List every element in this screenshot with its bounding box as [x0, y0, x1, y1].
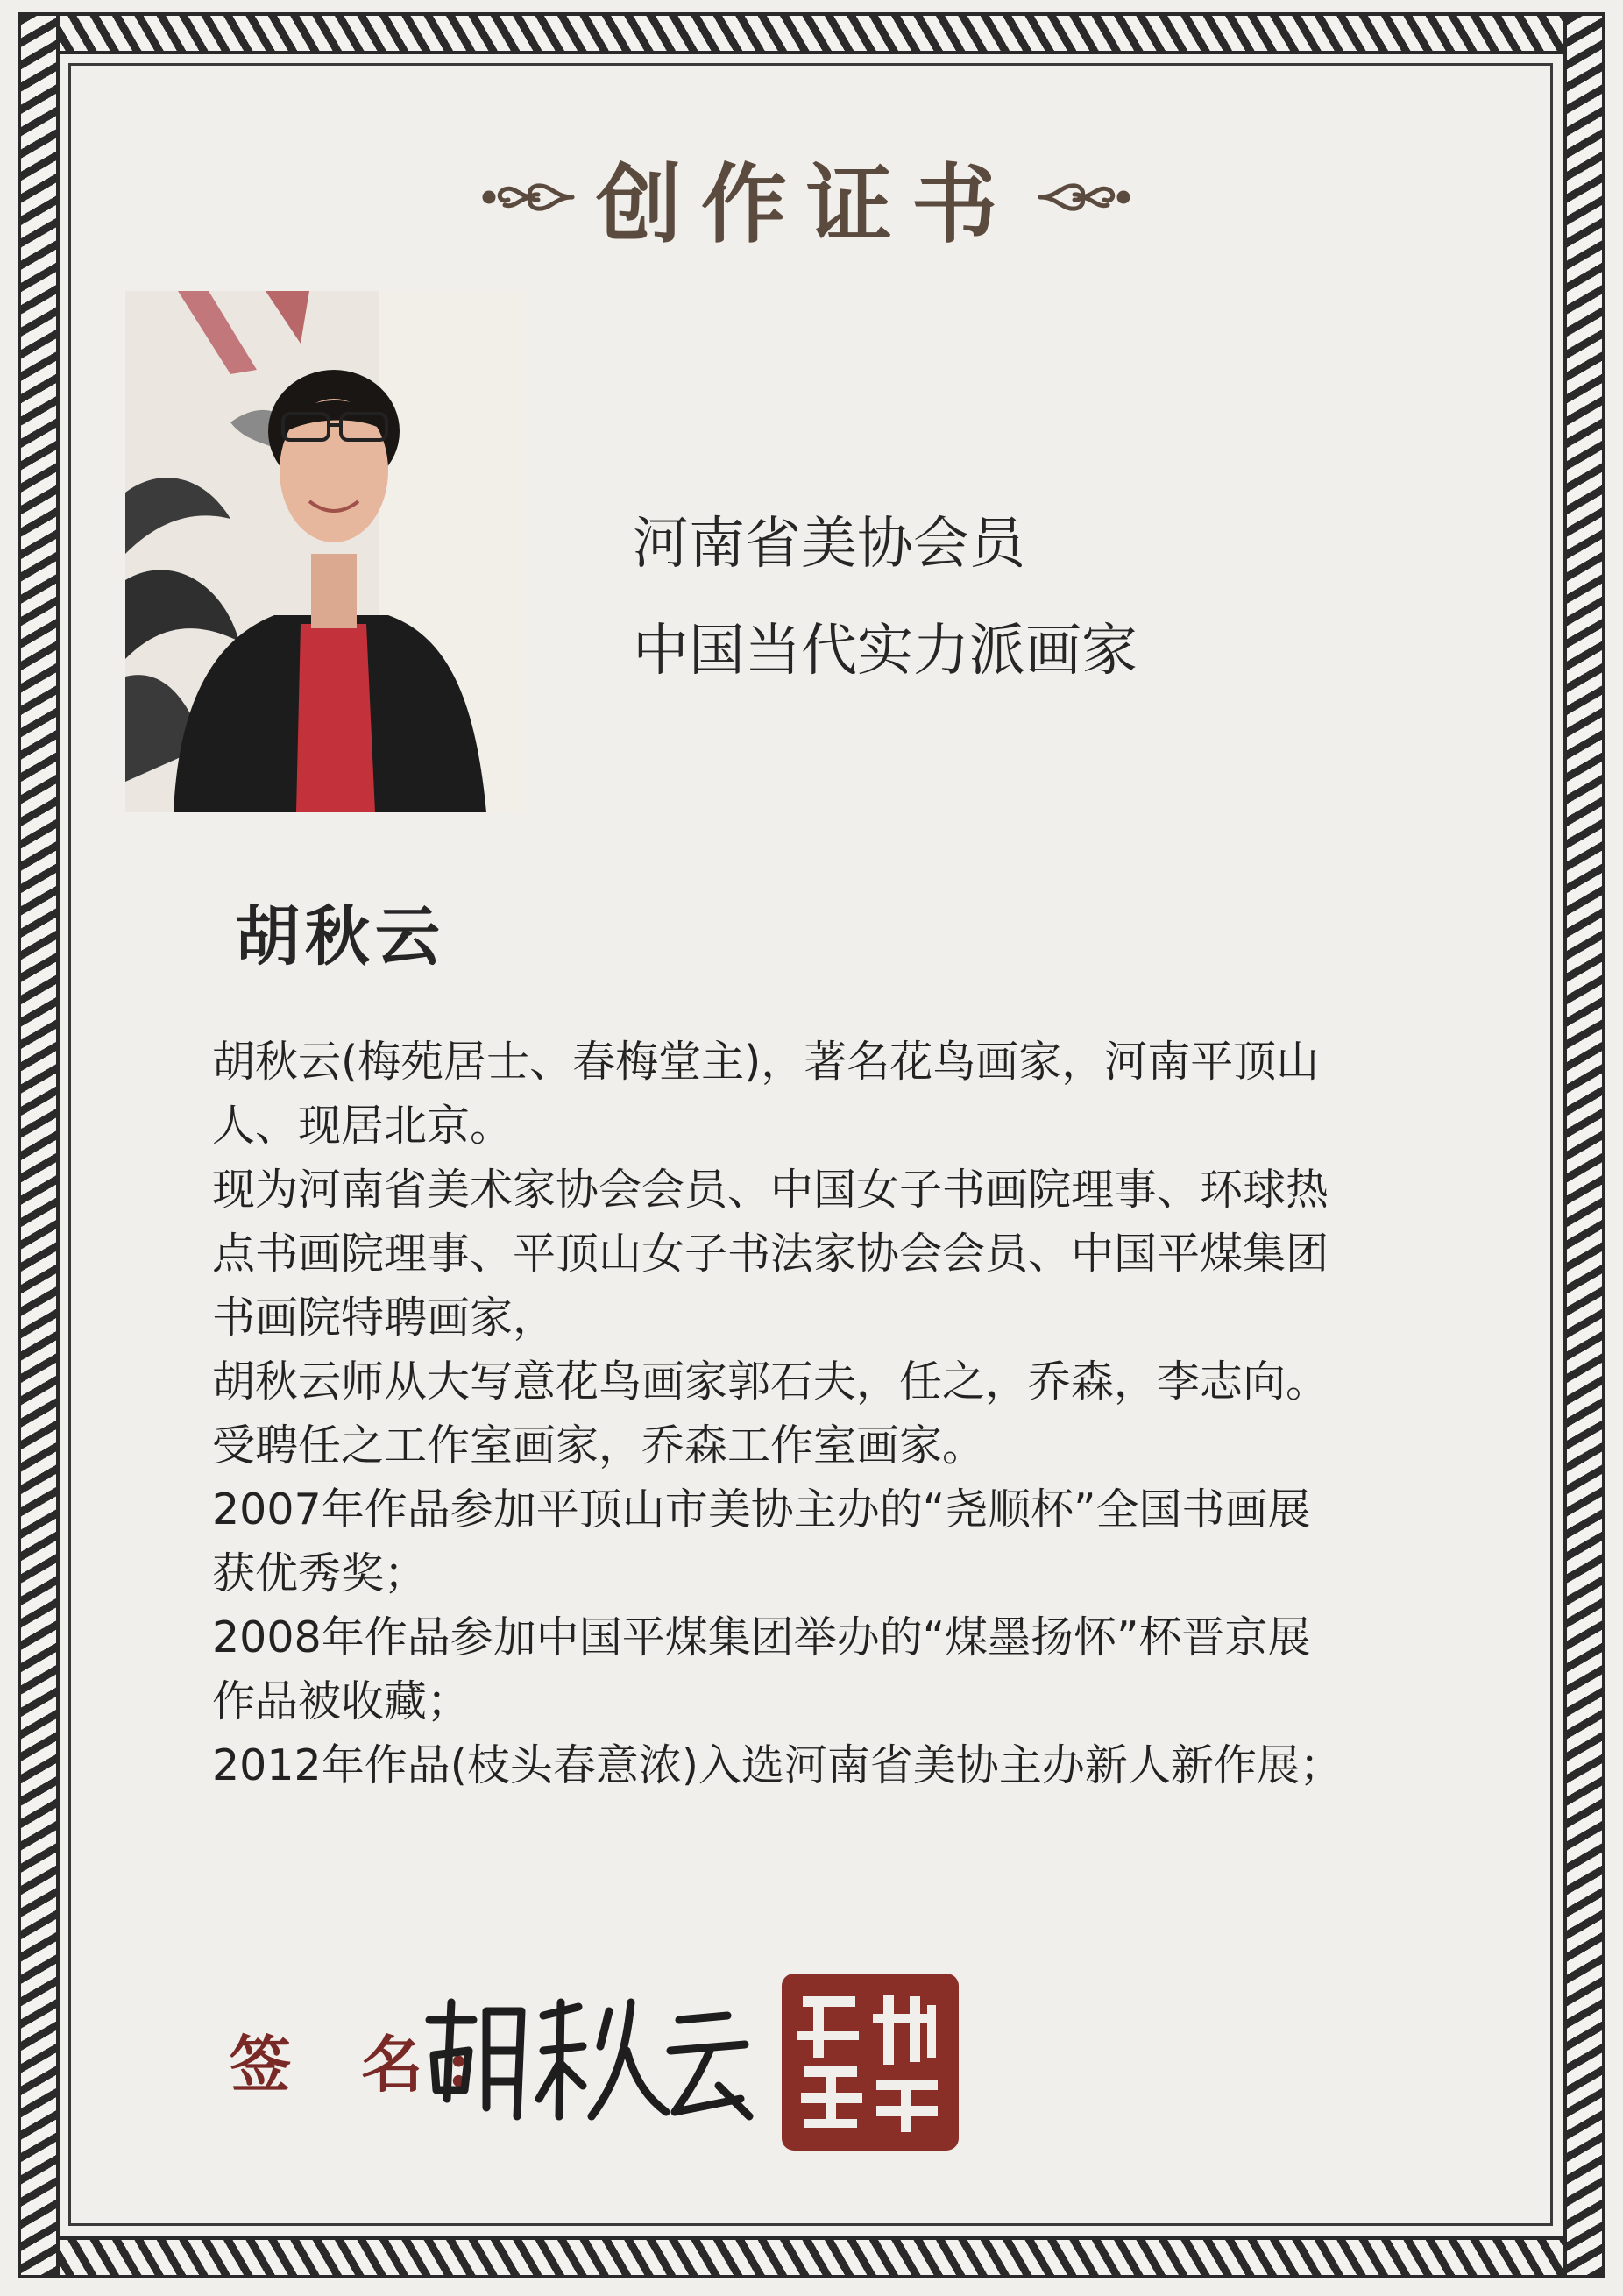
flourish-right-icon: [1036, 175, 1132, 219]
red-seal-stamp: [778, 1970, 962, 2154]
bio-line: 书画院特聘画家，: [212, 1293, 556, 1343]
honor-title-2: 中国当代实力派画家: [633, 619, 1138, 684]
honor-title-1: 河南省美协会员: [633, 512, 1025, 577]
bio-line: 2008年作品参加中国平煤集团举办的“煤墨扬怀”杯晋京展: [212, 1612, 1311, 1662]
title-row: [456, 140, 1157, 254]
artist-name: 胡秋云: [235, 899, 445, 974]
honor-titles: [633, 491, 1421, 705]
bio-line: 胡秋云师从大写意花鸟画家郭石夫，任之，乔森，李志向。: [212, 1357, 1329, 1407]
handwritten-signature: [412, 1967, 780, 2146]
bio-line: 作品被收藏；: [212, 1676, 471, 1726]
bio-line: 现为河南省美术家协会会员、中国女子书画院理事、环球热: [212, 1165, 1329, 1215]
rope-border-right: [1563, 12, 1605, 2278]
portrait-photo: [125, 291, 524, 812]
flourish-left-icon: [480, 175, 577, 219]
bio-line: 获优秀奖；: [212, 1548, 428, 1598]
bio-line: 人、现居北京。: [212, 1101, 514, 1151]
biography: [212, 1030, 1474, 1797]
bio-line: 点书画院理事、平顶山女子书法家协会会员、中国平煤集团: [212, 1229, 1329, 1279]
rope-border-left: [18, 12, 60, 2278]
bio-line: 受聘任之工作室画家，乔森工作室画家。: [212, 1421, 986, 1470]
signature-label: 签 名:: [230, 2028, 495, 2101]
bio-line: 胡秋云(梅苑居士、春梅堂主)，著名花鸟画家，河南平顶山: [212, 1037, 1320, 1087]
rope-border-bottom: [18, 2236, 1605, 2278]
bio-line: 2007年作品参加平顶山市美协主办的“尧顺杯”全国书画展: [212, 1485, 1311, 1534]
certificate-title: 创作证书: [595, 153, 1017, 255]
rope-border-top: [18, 12, 1605, 54]
bio-line: 2012年作品(枝头春意浓)入选河南省美协主办新人新作展；: [212, 1740, 1343, 1790]
